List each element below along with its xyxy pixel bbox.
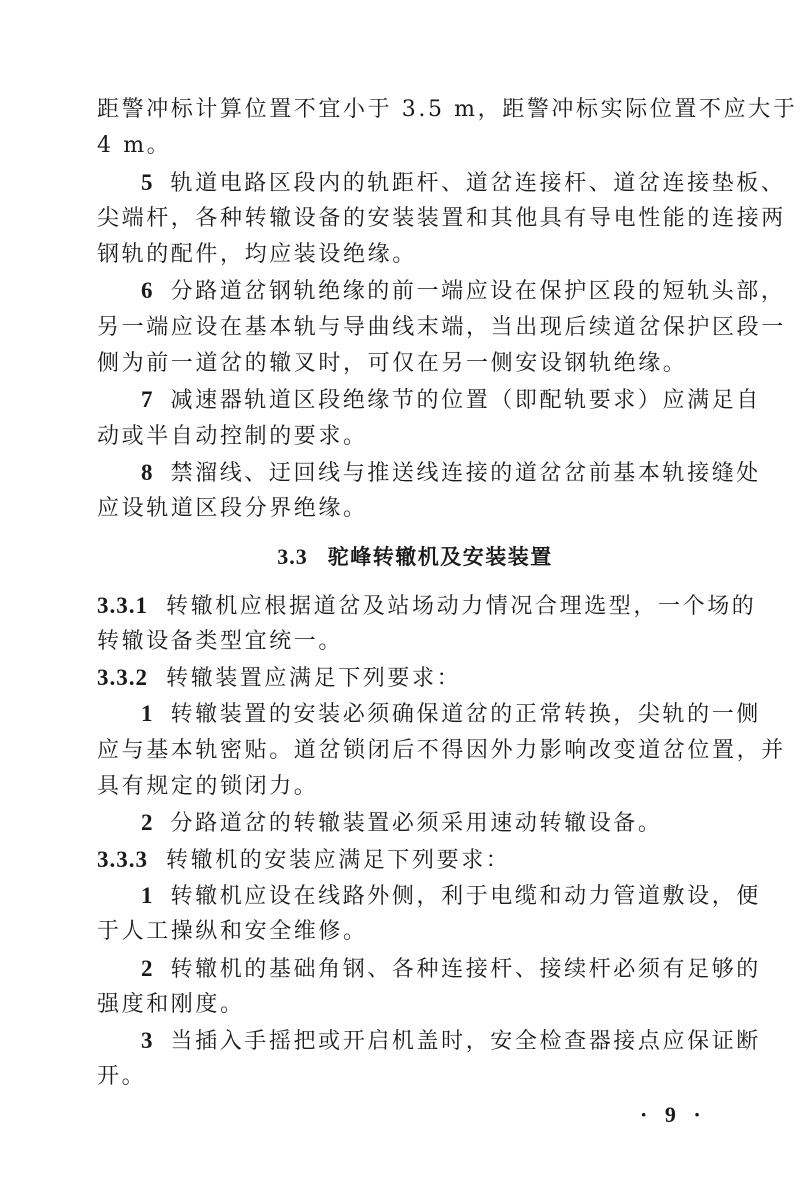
page-number: · 9 ·: [640, 1102, 707, 1127]
list-item-5: [97, 165, 786, 201]
paragraph-line: 尖端杆，各种转辙设备的安装装置和其他具有导电性能的连接两: [97, 205, 786, 231]
item-text: 轨道电路区段内的轨距杆、道岔连接杆、道岔连接垫板、: [170, 170, 786, 196]
item-text: 分路道岔钢轨绝缘的前一端应设在保护区段的短轨头部，: [170, 279, 786, 305]
list-item-8: [97, 455, 761, 491]
item-text: 减速器轨道区段绝缘节的位置（即配轨要求）应满足自: [170, 388, 761, 414]
clause-3-3-1: [97, 588, 757, 624]
item-number: 6: [141, 278, 153, 304]
paragraph-line: 应设轨道区段分界绝缘。: [97, 496, 368, 522]
clause-number: 3.3.3: [97, 846, 148, 872]
item-text: 转辙机应设在线路外侧，利于电缆和动力管道敷设，便: [170, 883, 761, 909]
document-page: [97, 92, 798, 1096]
item-number: 2: [141, 955, 153, 981]
paragraph-line: 钢轨的配件，均应装设绝缘。: [97, 242, 417, 268]
paragraph-line: 具有规定的锁闭力。: [97, 774, 319, 800]
item-number: 3: [141, 1028, 153, 1054]
paragraph-line: 距警冲标计算位置不宜小于 3.5 m，距警冲标实际位置不应大于: [97, 97, 798, 122]
list-item-7: [97, 382, 761, 418]
clause-text: 转辙机的安装应满足下列要求：: [166, 847, 511, 873]
list-item-6: [97, 273, 786, 309]
list-item-3: [97, 1023, 761, 1059]
section-number: 3.3: [277, 543, 308, 569]
paragraph-line: 4 m。: [97, 133, 172, 159]
paragraph-line: 转辙设备类型宜统一。: [97, 628, 344, 654]
item-text: 禁溜线、迂回线与推送线连接的道岔岔前基本轨接缝处: [170, 460, 761, 486]
list-item-2: [97, 951, 761, 987]
item-text: 当插入手摇把或开启机盖时，安全检查器接点应保证断: [170, 1029, 761, 1055]
clause-text: 转辙装置应满足下列要求：: [166, 666, 462, 692]
paragraph-line: 侧为前一道岔的辙叉时，可仅在另一侧安设钢轨绝缘。: [97, 351, 688, 377]
section-heading: [97, 532, 733, 582]
paragraph-line: 于人工操纵和安全维修。: [97, 919, 368, 945]
paragraph-line: 强度和刚度。: [97, 991, 245, 1017]
item-number: 1: [141, 701, 153, 727]
item-number: 1: [141, 882, 153, 908]
paragraph-line: 动或半自动控制的要求。: [97, 423, 368, 449]
clause-3-3-2: [97, 660, 733, 696]
clause-number: 3.3.1: [97, 592, 148, 618]
list-item-1: [97, 878, 761, 914]
list-item-2: [97, 805, 733, 841]
item-number: 5: [141, 169, 153, 195]
item-text: 分路道岔的转辙装置必须采用速动转辙设备。: [170, 811, 663, 837]
clause-3-3-3: [97, 842, 733, 878]
item-text: 转辙装置的安装必须确保道岔的正常转换，尖轨的一侧: [170, 702, 761, 728]
clause-number: 3.3.2: [97, 665, 148, 691]
item-text: 转辙机的基础角钢、各种连接杆、接续杆必须有足够的: [170, 956, 761, 982]
list-item-1: [97, 696, 761, 732]
clause-text: 转辙机应根据道岔及站场动力情况合理选型，一个场的: [166, 593, 757, 619]
paragraph-line: 开。: [97, 1064, 147, 1090]
item-number: 8: [141, 459, 153, 485]
section-title: 驼峰转辙机及安装装置: [327, 543, 553, 569]
item-number: 2: [141, 810, 153, 836]
item-number: 7: [141, 387, 153, 413]
paragraph-line: 应与基本轨密贴。道岔锁闭后不得因外力影响改变道岔位置，并: [97, 737, 786, 763]
paragraph-line: 另一端应设在基本轨与导曲线末端，当出现后续道岔保护区段一: [97, 314, 786, 340]
